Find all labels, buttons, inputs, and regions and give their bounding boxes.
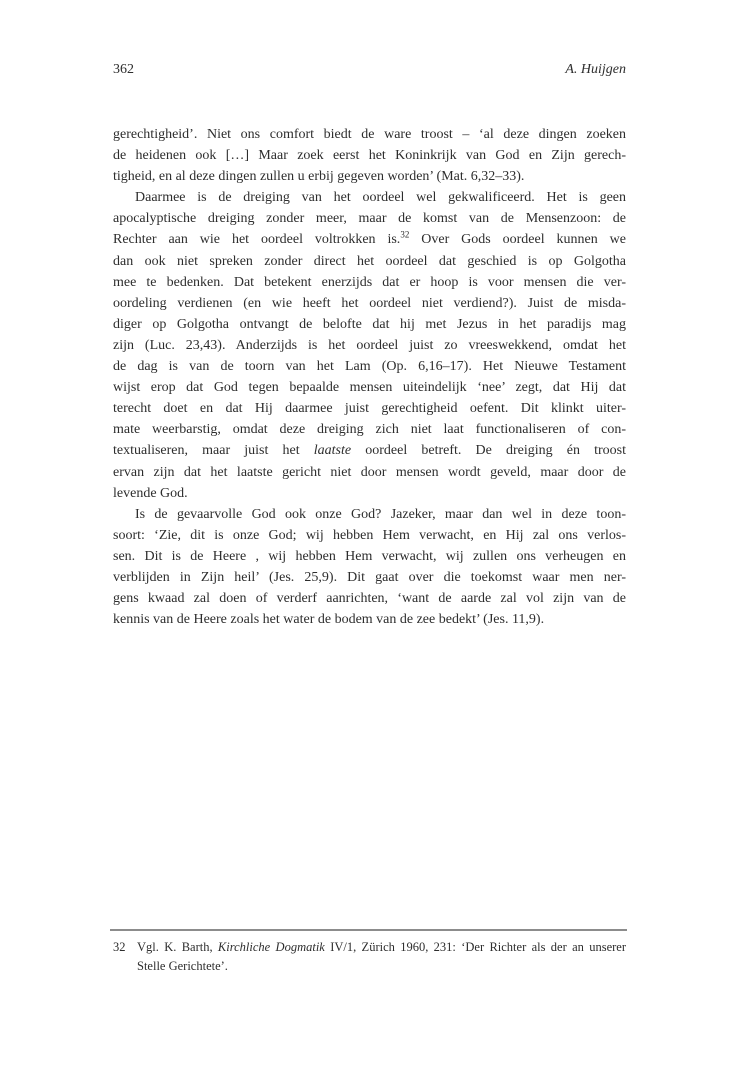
paragraph — [113, 187, 626, 503]
body-line: Daarmee is de dreiging van het oordeel wel gekwalificeerd. Het is geen — [135, 190, 626, 206]
body-line: oordeling verdienen (en wie heeft het oordeel niet verdiend?). Juist de misda- — [113, 295, 626, 311]
body-line: sen. Dit is de Heere , wij hebben Hem verwacht, wij zullen ons verheugen en — [113, 548, 626, 564]
footnote-line: Vgl. K. Barth, Kirchliche Dogmatik IV/1, Zürich 1960, 231: ‘Der Richter als der an unserer — [137, 940, 626, 954]
body-line: tigheid, en al deze dingen zullen u erbij gegeven worden’ (Mat. 6,32–33). — [113, 169, 525, 185]
body-line: ervan zijn dat het laatste gericht niet door mensen wordt geveld, maar door de — [113, 464, 626, 480]
footnote-reference: 32 — [400, 229, 410, 240]
footnote — [113, 938, 626, 976]
body-line: gerechtigheid’. Niet ons comfort biedt de ware troost – ‘al deze dingen zoeken — [113, 127, 626, 142]
body-line: de dag is van de toorn van het Lam (Op. 6,16–17). Het Nieuwe Testament — [113, 359, 626, 375]
page-number: 362 — [113, 62, 134, 77]
body-line: dan ook niet spreken zonder direct het oordeel dat geschied is op Golgotha — [113, 253, 626, 269]
body-line: de heidenen ook […] Maar zoek eerst het Koninkrijk van God en Zijn gerech- — [113, 148, 626, 164]
body-line: kennis van de Heere zoals het water de bodem van de zee bedekt’ (Jes. 11,9). — [113, 612, 545, 628]
body-line: levende God. — [113, 485, 188, 501]
body-line: wijst erop dat God tegen bepaalde mensen uiteindelijk ‘nee’ zegt, dat Hij dat — [113, 380, 626, 396]
body-line: Is de gevaarvolle God ook onze God? Jazeker, maar dan wel in deze toon- — [135, 506, 626, 522]
footnote-line: Stelle Gerichtete’. — [137, 959, 228, 973]
paragraph — [113, 124, 626, 187]
body-line: apocalyptische dreiging zonder meer, maar de komst van de Mensenzoon: de — [113, 211, 626, 227]
running-header — [113, 61, 626, 78]
footnote-rule — [110, 929, 627, 931]
body-line: terecht doet en dat Hij daarmee juist gerechtigheid oefent. Dit klinkt uiter- — [113, 401, 626, 417]
body-line: Rechter aan wie het oordeel voltrokken is.$^{32}$ Over Gods oordeel kunnen we — [113, 229, 626, 248]
footnote-text — [137, 938, 626, 976]
body-line: textualiseren, maar juist het laatste oordeel betreft. De dreiging én troost — [113, 443, 626, 459]
running-head-author: A. Huijgen — [565, 62, 626, 77]
body-line: zijn (Luc. 23,43). Anderzijds is het oordeel juist zo vreeswekkend, omdat het — [113, 337, 626, 353]
body-line: verblijden in Zijn heil’ (Jes. 25,9). Dit gaat over die toekomst waar men ner- — [113, 569, 626, 585]
body-line: soort: ‘Zie, dit is onze God; wij hebben Hem verwacht, en Hij zal ons verlos- — [113, 527, 626, 543]
body-line: diger op Golgotha ontvangt de belofte dat hij met Jezus in het paradijs mag — [113, 316, 626, 332]
footnote-number: 32 — [113, 940, 126, 954]
body-text — [113, 124, 626, 630]
paragraph — [113, 504, 626, 631]
body-line: gens kwaad zal doen of verderf aanrichten, ‘want de aarde zal vol zijn van de — [113, 591, 626, 607]
body-line: mee te bedenken. Dat betekent enerzijds dat er hoop is voor mensen die ver- — [113, 274, 626, 290]
body-line: mate weerbarstig, omdat deze dreiging zich niet laat functionaliseren of con- — [113, 422, 626, 438]
